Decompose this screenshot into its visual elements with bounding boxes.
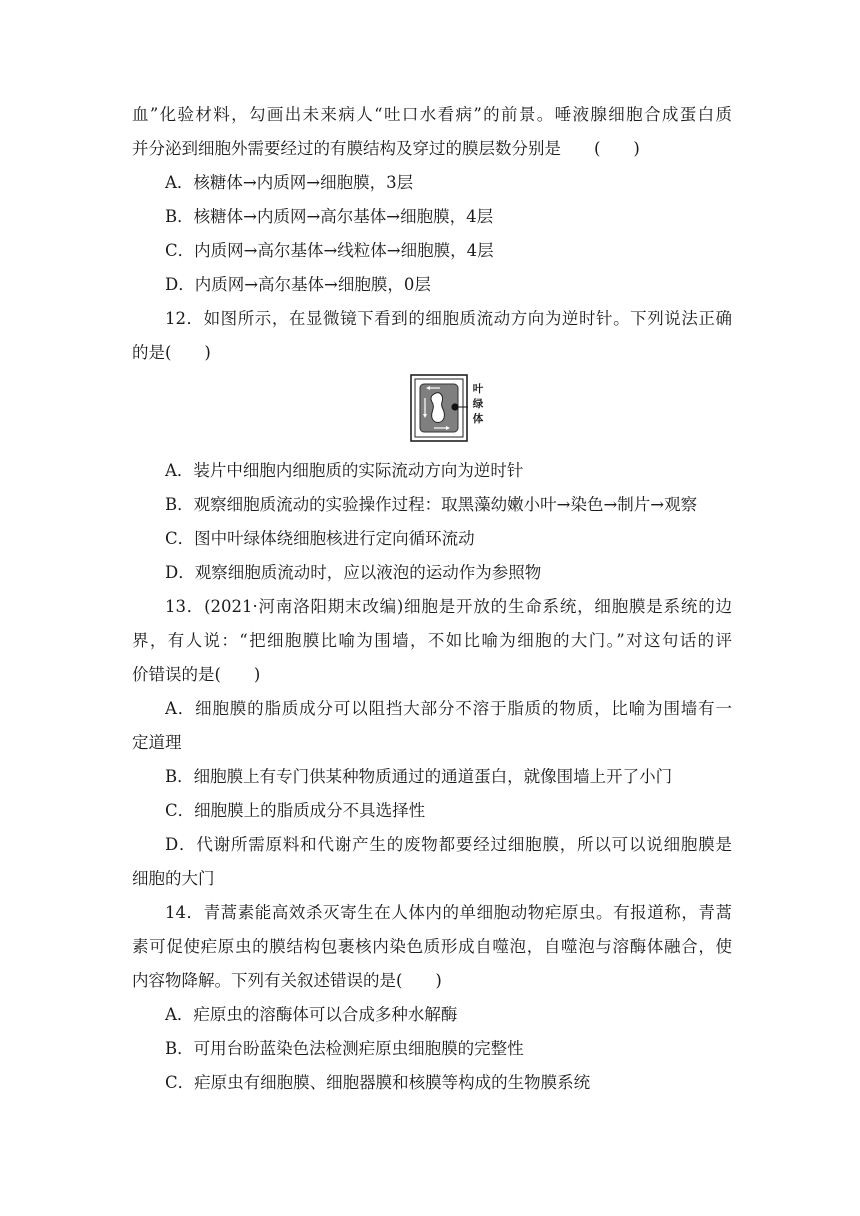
q12-stem-line-1: 12．如图所示，在显微镜下看到的细胞质流动方向为逆时针。下列说法正确 (165, 309, 732, 328)
question-14 (132, 896, 732, 1100)
q11-option-c: C．内质网→高尔基体→线粒体→细胞膜，4层 (165, 241, 494, 260)
q13-option-a-line-1: A．细胞膜的脂质成分可以阻挡大部分不溶于脂质的物质，比喻为围墙有一 (165, 699, 732, 718)
q12-option-c: C．图中叶绿体绕细胞核进行定向循环流动 (165, 529, 475, 548)
vacuole (431, 393, 444, 423)
q14-option-b: B．可用台盼蓝染色法检测疟原虫细胞膜的完整性 (165, 1039, 524, 1058)
question-11 (132, 98, 732, 302)
q14-stem-line-1: 14．青蒿素能高效杀灭寄生在人体内的单细胞动物疟原虫。有报道称，青蒿 (165, 903, 732, 922)
q13-stem-line-3: 价错误的是( ) (132, 665, 261, 684)
q14-option-a: A．疟原虫的溶酶体可以合成多种水解酶 (165, 1005, 458, 1024)
q13-option-d-line-2: 细胞的大门 (132, 869, 215, 888)
q11-option-d: D．内质网→高尔基体→细胞膜，0层 (165, 275, 431, 294)
question-13 (132, 590, 732, 896)
q14-stem-line-3: 内容物降解。下列有关叙述错误的是( ) (132, 971, 442, 990)
q11-stem-line-2: 并分泌到细胞外需要经过的有膜结构及穿过的膜层数分别是 ( ) (132, 139, 640, 158)
q13-option-d-line-1: D．代谢所需原料和代谢产生的废物都要经过细胞膜，所以可以说细胞膜是 (165, 835, 732, 854)
q13-option-c: C．细胞膜上的脂质成分不具选择性 (165, 801, 426, 820)
q14-option-c: C．疟原虫有细胞膜、细胞器膜和核膜等构成的生物膜系统 (165, 1073, 591, 1092)
q12-option-a: A．装片中细胞内细胞质的实际流动方向为逆时针 (165, 461, 524, 480)
q13-option-a-line-2: 定道理 (132, 733, 182, 752)
q12-figure-area (132, 374, 732, 448)
q12-stem-line-2: 的是( ) (132, 343, 211, 362)
q12-option-b: B．观察细胞质流动的实验操作过程：取黑藻幼嫩小叶→染色→制片→观察 (165, 495, 698, 514)
label-char-3: 体 (472, 413, 484, 425)
document-page (132, 98, 732, 1100)
chloroplast-dot (451, 403, 458, 410)
q13-stem-line-2: 界，有人说：“把细胞膜比喻为围墙，不如比喻为细胞的大门。”对这句话的评 (132, 631, 732, 650)
q12-option-d: D．观察细胞质流动时，应以液泡的运动作为参照物 (165, 563, 542, 582)
question-12 (132, 302, 732, 590)
q11-option-b: B．核糖体→内质网→高尔基体→细胞膜，4层 (165, 207, 494, 226)
q13-option-b: B．细胞膜上有专门供某种物质通过的通道蛋白，就像围墙上开了小门 (165, 767, 673, 786)
chloroplast-label (471, 382, 485, 427)
q13-stem-line-1: 13．(2021·河南洛阳期末改编)细胞是开放的生命系统，细胞膜是系统的边 (165, 597, 732, 616)
q11-stem-line-1: 血”化验材料，勾画出未来病人“吐口水看病”的前景。唾液腺细胞合成蛋白质 (132, 105, 732, 124)
q14-stem-line-2: 素可促使疟原虫的膜结构包裹核内染色质形成自噬泡，自噬泡与溶酶体融合，使 (132, 937, 732, 956)
q11-option-a: A．核糖体→内质网→细胞膜，3层 (165, 173, 414, 192)
label-char-1: 叶 (472, 383, 484, 395)
label-char-2: 绿 (472, 398, 484, 410)
